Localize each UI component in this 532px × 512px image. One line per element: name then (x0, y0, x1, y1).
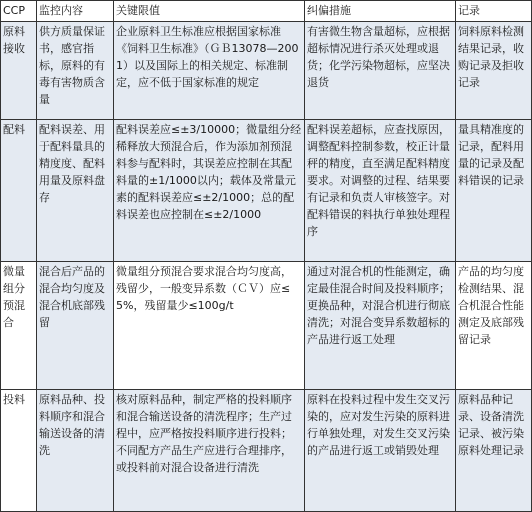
row3-limit-text: 微量组分预混合要求混合均匀度高，残留少，一般变异系数（ＣＶ）应≤5%，残留量少≤100g/t (116, 265, 292, 312)
row3-record-text: 产品的均匀度检测结果、混合机混合性能测定及底部残留记录 (458, 265, 524, 346)
header-corrective-action: 纠偏措施 (305, 0, 456, 22)
row2-limit (114, 120, 305, 262)
header-critical-limit: 关键限值 (114, 0, 305, 22)
row3-content (37, 262, 114, 390)
row4-limit (114, 390, 305, 512)
row3-record (456, 262, 532, 390)
row4-ccp (0, 390, 37, 512)
row1-limit-text: 企业原料卫生标准应根据国家标准《饲料卫生标准》（ＧＢ13078—2001）以及国际上的相关规定、标准制定，应不低于国家标准的规定 (116, 25, 299, 89)
row1-content (37, 22, 114, 120)
row1-limit (114, 22, 305, 120)
row4-action-text: 原料在投料过程中发生交叉污染的，应对发生污染的原料进行单独处理，对发生交叉污染的产品进行返工或销毁处理 (307, 393, 450, 457)
row3-ccp (0, 262, 37, 390)
row1-action-text: 有害微生物含量超标，应根据超标情况进行杀灭处理或退货；化学污染物超标，应坚决退货 (307, 25, 450, 89)
row1-record (456, 22, 532, 120)
row2-record (456, 120, 532, 262)
row1-content-text: 供方质量保证书，感官指标，原料的有毒有害物质含量 (39, 25, 105, 106)
row4-content-text: 原料品种、投料顺序和混合输送设备的清洗 (39, 393, 105, 457)
row2-content-text: 配料误差、用于配料量具的精度度、配料用量及原料盘存 (39, 123, 105, 204)
row3-action (305, 262, 456, 390)
row3-action-text: 通过对混合机的性能测定，确定最佳混合时间及投料顺序；更换品种，对混合机进行彻底清洗；对混合变异系数超标的产品进行返工处理 (307, 265, 450, 346)
row1-ccp (0, 22, 37, 120)
row2-record-text: 量具精准度的记录，配料用量的记录及配料错误的记录 (458, 123, 524, 187)
row4-ccp-text: 投料 (3, 393, 25, 406)
header-ccp: CCP (0, 0, 37, 22)
row1-record-text: 饲料原料检测结果记录，收购记录及拒收记录 (458, 25, 524, 89)
row2-action (305, 120, 456, 262)
row2-limit-text: 配料误差应≤±3/10000；微量组分经稀释放大预混合后，作为添加剂预混料参与配料时，其误差应控制在其配料量的±1/1000以内；载体及常量元素的配料误差应≤±2/1000；总的配料误差也应控制在≤±2/1000 (116, 123, 302, 221)
header-record: 记录 (456, 0, 532, 22)
row4-limit-text: 核对原料品种，制定严格的投料顺序和混合输送设备的清洗程序；生产过程中，应严格按投料顺序进行投料；不同配方产品生产应进行合理排序，或投料前对混合设备进行清洗 (116, 393, 292, 474)
row1-ccp-text: 原料接收 (3, 25, 25, 55)
row3-content-text: 混合后产品的混合均匀度及混合机底部残留 (39, 265, 105, 329)
row2-action-text: 配料误差超标，应查找原因，调整配料控制参数，校正计量秤的精度，直至满足配料精度要求。对调整的过程、结果要有记录和负责人审核签字。对配料错误的料执行单独处理程序 (307, 123, 450, 238)
row4-action (305, 390, 456, 512)
row4-content (37, 390, 114, 512)
row4-record (456, 390, 532, 512)
header-monitor-content: 监控内容 (37, 0, 114, 22)
row2-content (37, 120, 114, 262)
row2-ccp-text: 配料 (3, 123, 25, 136)
row4-record-text: 原料品种记录、设备清洗记录、被污染原料处理记录 (458, 393, 524, 457)
row1-action (305, 22, 456, 120)
row3-ccp-text: 微量组分预混合 (3, 265, 25, 329)
row2-ccp (0, 120, 37, 262)
row3-limit (114, 262, 305, 390)
